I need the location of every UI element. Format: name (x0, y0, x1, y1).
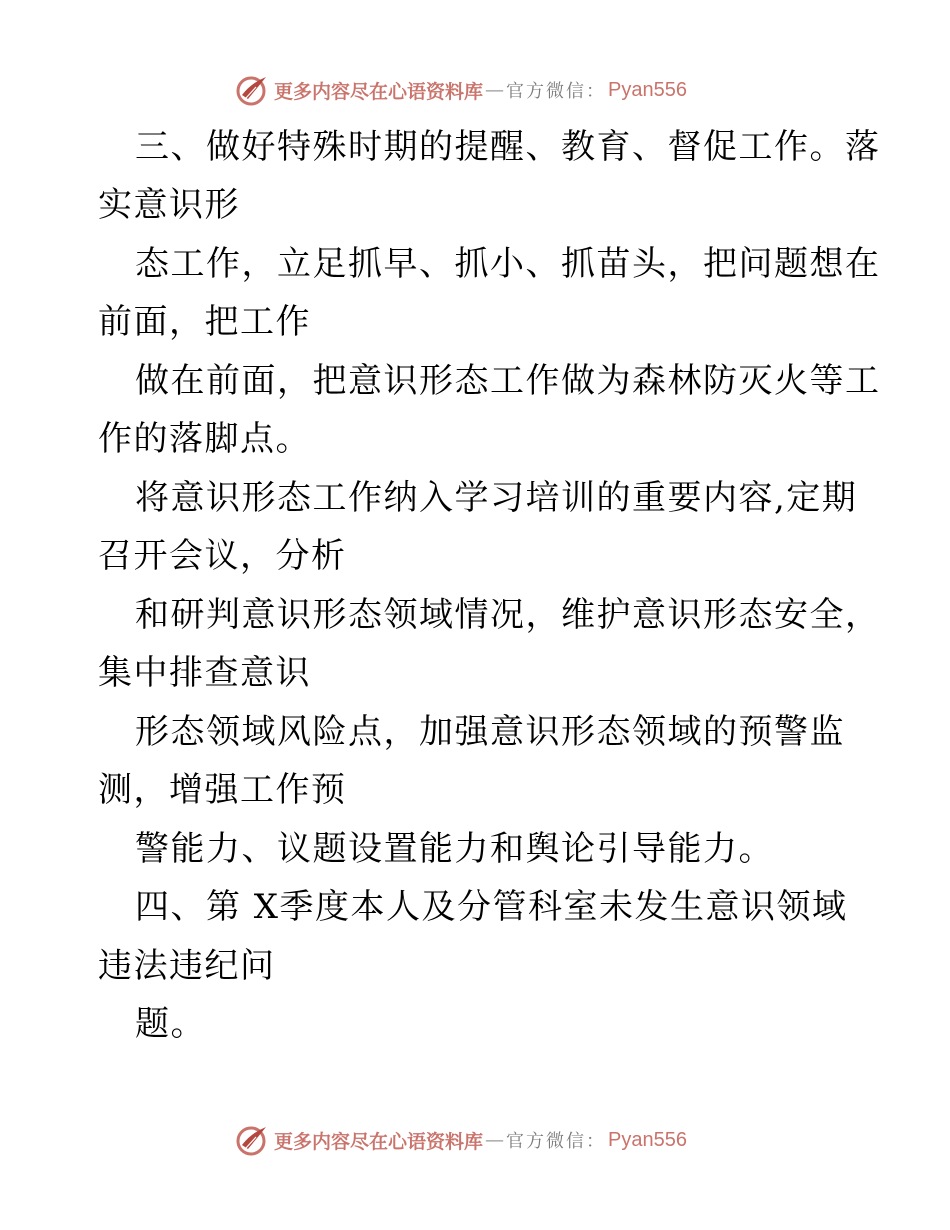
text-line: 和研判意识形态领域情况，维护意识形态安全， (135, 595, 881, 635)
text-line: 题。 (135, 1004, 206, 1044)
watermark-id: Pyan556 (608, 78, 687, 101)
text-line: 做在前面，把意识形态工作做为森林防灭火等工 (135, 361, 881, 401)
text-line: 前面，把工作 (98, 302, 311, 342)
watermark-label: 官方微信： (506, 81, 607, 102)
header-watermark (236, 73, 687, 107)
quill-logo-icon (236, 73, 270, 107)
watermark-separator: — (485, 1129, 505, 1151)
text-line: 将意识形态工作纳入学习培训的重要内容,定期 (135, 478, 858, 518)
text-line: 作的落脚点。 (98, 419, 311, 459)
text-line: 态工作，立足抓早、抓小、抓苗头，把问题想在 (135, 244, 881, 284)
text-line: 集中排查意识 (98, 653, 311, 693)
text-line: 实意识形 (98, 185, 240, 225)
text-line: 召开会议，分析 (98, 536, 347, 576)
watermark-id: Pyan556 (608, 1128, 687, 1151)
footer-watermark (236, 1123, 687, 1157)
watermark-brand: 更多内容尽在心语资料库 (274, 1130, 484, 1153)
watermark-brand: 更多内容尽在心语资料库 (274, 80, 484, 103)
text-line: 四、第 X季度本人及分管科室未发生意识领域 (135, 887, 848, 927)
watermark-label: 官方微信： (506, 1131, 607, 1152)
text-line: 违法违纪问 (98, 946, 276, 986)
watermark-separator: — (485, 79, 505, 101)
text-line: 测，增强工作预 (98, 770, 347, 810)
text-line: 警能力、议题设置能力和舆论引导能力。 (135, 829, 774, 869)
quill-logo-icon (236, 1123, 270, 1157)
text-line: 形态领域风险点，加强意识形态领域的预警监 (135, 712, 845, 752)
text-line: 三、做好特殊时期的提醒、教育、督促工作。落 (135, 127, 881, 167)
